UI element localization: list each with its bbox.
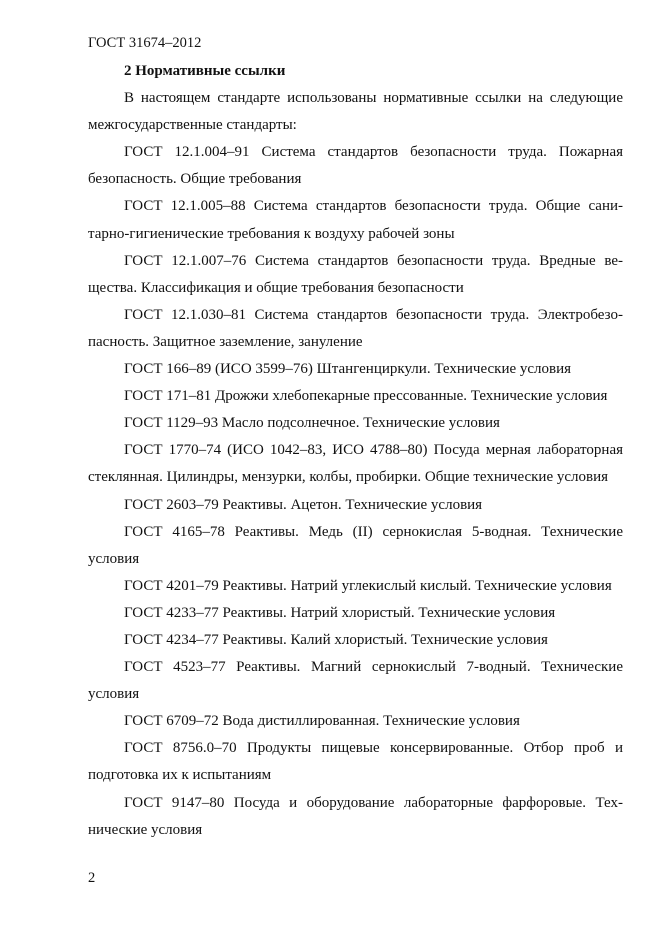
reference-item: ГОСТ 12.1.007–76 Система стандартов безопасности труда. Вредные вещества. Классификация и общие требования безопасности bbox=[88, 252, 623, 296]
reference-item: ГОСТ 12.1.030–81 Система стандартов безопасности труда. Электробезопасность. Защитное заземление, зануление bbox=[88, 306, 623, 350]
reference-item: ГОСТ 2603–79 Реактивы. Ацетон. Технические условия bbox=[124, 496, 483, 513]
reference-item: ГОСТ 4233–77 Реактивы. Натрий хлористый. Технические условия bbox=[124, 604, 556, 621]
reference-item: ГОСТ 4201–79 Реактивы. Натрий углекислый кислый. Технические условия bbox=[124, 577, 612, 594]
section-title: 2 Нормативные ссылки bbox=[124, 63, 286, 79]
document-body bbox=[88, 58, 623, 844]
references-list bbox=[88, 139, 623, 843]
reference-item: ГОСТ 171–81 Дрожжи хлебопекарные прессованные. Технические условия bbox=[124, 388, 608, 405]
reference-item: ГОСТ 1129–93 Масло подсолнечное. Технические условия bbox=[124, 415, 500, 432]
reference-item: ГОСТ 12.1.005–88 Система стандартов безопасности труда. Общие санитарно-гигиенические требования к воздуху рабочей зоны bbox=[88, 198, 623, 242]
page-number: 2 bbox=[88, 870, 96, 886]
reference-item: ГОСТ 4234–77 Реактивы. Калий хлористый. Технические условия bbox=[124, 631, 548, 648]
reference-item: ГОСТ 6709–72 Вода дистиллированная. Технические условия bbox=[124, 713, 520, 730]
intro-paragraph: В настоящем стандарте использованы нормативные ссылки на следующие межгосударственные стандарты: bbox=[88, 90, 623, 134]
reference-item: ГОСТ 166–89 (ИСО 3599–76) Штангенциркули. Технические условия bbox=[124, 361, 572, 378]
reference-item: ГОСТ 8756.0–70 Продукты пищевые консервированные. Отбор проб и подготовка их к испытаниям bbox=[88, 740, 623, 784]
document-header: ГОСТ 31674–2012 bbox=[88, 35, 202, 51]
reference-item: ГОСТ 12.1.004–91 Система стандартов безопасности труда. Пожарная безопасность. Общие требования bbox=[88, 144, 623, 188]
reference-item: ГОСТ 9147–80 Посуда и оборудование лабораторные фарфоровые. Технические условия bbox=[88, 794, 623, 838]
reference-item: ГОСТ 1770–74 (ИСО 1042–83, ИСО 4788–80) Посуда мерная лабораторная стеклянная. Цилиндры, мензурки, колбы, пробирки. Общие технические условия bbox=[88, 442, 623, 486]
reference-item: ГОСТ 4523–77 Реактивы. Магний сернокислый 7-водный. Технические условия bbox=[88, 659, 623, 703]
reference-item: ГОСТ 4165–78 Реактивы. Медь (II) сернокислая 5-водная. Технические условия bbox=[88, 523, 623, 567]
